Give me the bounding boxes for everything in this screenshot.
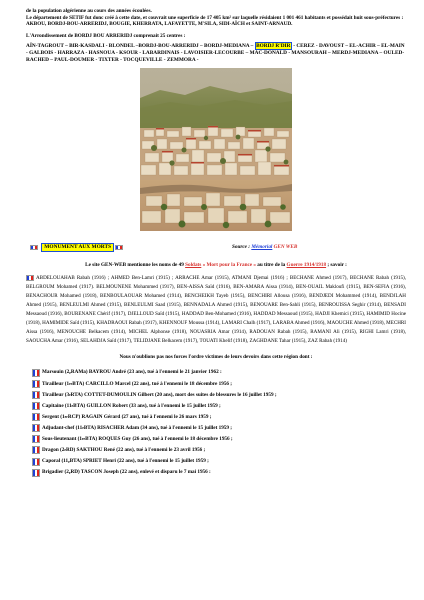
list-item: Capitaine (11 e BTA) GUILLON Robert (33 ans), tué à l'ennemi le 15 juillet 1959 ; [32, 401, 406, 412]
mort-pour-la-france: « Mort pour la France » [202, 262, 256, 269]
source-credit [232, 244, 297, 251]
list-item: Sergent (1 er RCP) RAGAIN Gérard (27 ans), tué à l'ennemi le 26 mars 1959 ; [32, 412, 406, 423]
source-prefix: Source : [232, 244, 251, 251]
town-photo-illustration [140, 68, 292, 231]
site-part-3: ; savoir : [327, 262, 347, 269]
french-flag-icon [32, 458, 40, 466]
soldats-link[interactable]: Soldats [185, 262, 202, 269]
list-item: Tirailleur (1 er BTA) CARCILLO Marcel (22 ans), tué à l'ennemi le 18 décembre 1956 ; [32, 378, 406, 389]
monument-heading [30, 243, 123, 251]
site-paragraph [26, 262, 406, 269]
list-item: Marsouin (2 e RAMa) BAYROU André (23 ans), tué à l'ennemi le 21 janvier 1962 : [32, 367, 406, 378]
communes-before: AÏN-TAGROUT – BIR-KASDALI - BLONDEL –BORDJ-BOU-ARRERIDJ – BORDJ-MEDIANA – [26, 43, 254, 50]
list-item: Brigadier (2 e RD) TASCON Joseph (22 ans), enlevé et disparu le 7 mai 1956 : [32, 467, 406, 478]
victims-list [26, 367, 406, 478]
french-flag-icon [32, 413, 40, 421]
victims-title: Nous n'oublions pas nos forces l'ordre victimes de leurs devoirs dans cette région dont : [119, 353, 313, 360]
list-item: Sous-lieutenant (1 er BTA) ROQUES Guy (26 ans), tué à l'ennemi le 18 décembre 1956 ; [32, 434, 406, 445]
french-flag-icon [26, 275, 34, 281]
french-flag-icon [32, 469, 40, 477]
list-item: Adjudant-chef (11 e BTA) RISACHER Adam (34 ans), tué à l'ennemi le 15 juillet 1959 ; [32, 423, 406, 434]
list-item: Dragon (2 e RD) SAKTHOU René (22 ans), tué à l'ennemi le 23 avril 1956 ; [32, 445, 406, 456]
monument-row [26, 242, 406, 252]
site-part-1: Le site GEN-WEB mentionne les noms de 49 [85, 262, 184, 269]
list-item: Caporal (11 e BTA) SPRIET Henri (22 ans), tué à l'ennemi le 15 juillet 1959 ; [32, 456, 406, 467]
soldier-names-text: ABDELOUAHAB Rabah (1916) ; AHMED Ben-Lamri (1915) ; ARRACHE Amar (1915), ATMANI Djemai (1916) ; BECHANE Ahmed (1917), BECHANE Rabah (1915), BELGROUM Mohamed (1917). BELMOUNENE Mohammed (1917), BEN-AISSA Saïd (1916), BEN-AMARA Aissa (1914), BEN-OUAIL Makloufi (1915), BEN-SEFIA (1916), BENACHOUR Mohamed (1918), BENBOULAOUAR Mohamed (1914), BENCHEIKH Tayeb (1915), BENCHIRI Allousa (1916), BENDJEDI Mohammed (1914), BENDJLAH Ahmed (1915), BENLEULMI Ahmed (1915), BENLEULMI Saad (1915), BENNADALA Ahmed (1915), BENOUARE Ben-Sahli (1915), BENROUISSA Seghir (1914), BENSADI Messaoud (1916), BOURENANE Chérif (1917), DJELLOUD Saïd (1915), HADDAD Ben-Mohamed (1916), HADDAD Messaoud (1915), HADJI Khemici (1915), HAMIMID Hocine (1918), HAMIMIDE Saïd (1915), KHADRAOUI Rabah (1917), KHENNOUF Moussa (1914), LAMARI Chalh (1917), LARABA Ahmed (1916), MAOUCHE Ahmed (1918), MECHRI Aissa (1916), MENOUCHE Belkacem (1914), MICHEL Alphonse (1918), NOUASRIA Amar (1914), RADOUAN Rabah (1915), RAMANI Ali (1915), RIGHI Lamri (1918), SAOUCHA Amar (1916), SELAHDJA Saïd (1917), TELIDJANE Belkacem (1917), TOUATI Khelif (1918), ZAGHDANE Tahar (1915), ZAZ Rabah (1914) [26, 275, 406, 344]
communes-list [26, 43, 406, 64]
french-flag-icon [32, 435, 40, 443]
list-item: Tirailleur (3 e RTA) COTTET-DUMOULIN Gilbert (20 ans), mort des suites de blessures le 16 juillet 1959 ; [32, 389, 406, 400]
communes-highlight: BORDJ R'DIR [256, 43, 291, 50]
french-flag-icon [115, 245, 123, 251]
french-flag-icon [32, 380, 40, 388]
french-flag-icon [30, 245, 38, 251]
monument-label: MONUMENT AUX MORTS [41, 243, 114, 251]
french-flag-icon [32, 369, 40, 377]
source-link-memorial[interactable]: Mémorial [251, 244, 273, 251]
source-gen-web: GEN WEB [273, 244, 298, 251]
soldier-names-list [26, 274, 406, 345]
french-flag-icon [32, 391, 40, 399]
arrondissement-title: L'Arrondissement de BORDJ BOU ARRERIDJ comprenait 25 centres : [26, 32, 186, 39]
guerre-link[interactable]: Guerre 1914/1918 [286, 262, 327, 269]
french-flag-icon [32, 446, 40, 454]
communes-after: - CEREZ - DAVOUST – EL-ACHIR – EL-MAIN - GALBOIS - HARRAZA - HASNOUA - KSOUR - LABARDINAIS - LAVOISIER-LECOURBE – MAC-DONALD - MANSOURAH – MERDJ-MEDIANA – OULED-RACHED – PAUL-DOUMER - TIXTER - TOCQUEVILLE - ZEMMORA - [26, 43, 405, 64]
french-flag-icon [32, 424, 40, 432]
intro-line-1: de la population algérienne au cours des années écoulées. [26, 8, 152, 14]
site-part-2: au titre de la [257, 262, 286, 269]
intro-line-2: Le département de SETIF fut donc créé à cette date, et couvrait une superficie de 17 405 km² sur laquelle résidaient 1 001 461 habitants et possédait huit sous-préfectures : AKBOU, BORDJ-BOU-ARRERIDJ, BOUGIE, KHERRATA, LAFAYETTE, M'SILA, SIDI-AÏCH et SAINT-ARNAUD. [26, 14, 404, 28]
french-flag-icon [32, 402, 40, 410]
intro-section [26, 8, 406, 28]
town-photo [140, 68, 292, 231]
